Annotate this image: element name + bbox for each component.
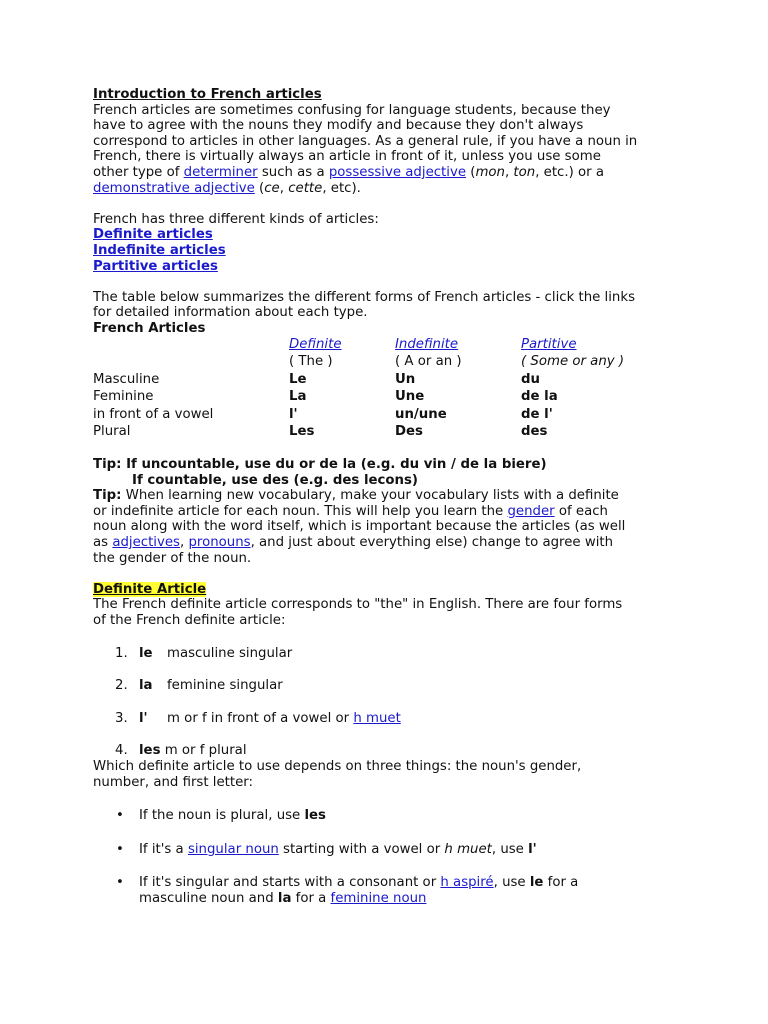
- table-title: French Articles: [93, 320, 206, 336]
- text: for a: [291, 890, 331, 906]
- list-item: [93, 711, 693, 727]
- definite-article-heading: Definite Article: [93, 581, 207, 597]
- spacer: [93, 274, 693, 290]
- kinds-heading: French has three different kinds of articles:: [93, 211, 379, 227]
- summary-line: The table below summarizes the different forms of French articles - click the links: [93, 289, 635, 305]
- tip-paragraph-line: noun along with the word itself, which is important because the articles (as well: [93, 519, 626, 535]
- article-form: la: [139, 678, 153, 694]
- partitive-header-link[interactable]: Partitive: [521, 336, 577, 352]
- text: , etc).: [322, 180, 361, 196]
- intro-paragraph-line: [93, 181, 693, 197]
- article-description: m or f in front of a vowel or: [167, 710, 354, 726]
- definite-paragraph-line: of the French definite article:: [93, 613, 286, 629]
- table-corner: [93, 337, 289, 355]
- tip-paragraph-line: the gender of the noun.: [93, 550, 252, 566]
- adjectives-link[interactable]: adjectives: [112, 535, 180, 551]
- article-description: m or f plural: [160, 743, 247, 759]
- indefinite-header-link[interactable]: Indefinite: [395, 336, 459, 352]
- article-form: le: [139, 645, 153, 661]
- text: mon: [475, 164, 505, 180]
- intro-title: Introduction to French articles: [93, 87, 322, 102]
- list-item: [93, 743, 693, 759]
- determiner-link[interactable]: determiner: [183, 164, 258, 180]
- text: If the noun is plural, use: [139, 808, 305, 824]
- text: l': [528, 841, 537, 857]
- table-cell: Une: [395, 389, 425, 404]
- definite-paragraph-line: The French definite article corresponds to "the" in English. There are four forms: [93, 597, 623, 613]
- spacer: [93, 196, 693, 212]
- tip-label: Tip:: [93, 488, 122, 504]
- text: for a: [543, 875, 579, 891]
- table-cell: des: [521, 424, 548, 439]
- text: la: [277, 890, 292, 906]
- article-form: les: [139, 743, 161, 759]
- text: If it's singular and starts with a consonant or: [139, 875, 441, 891]
- table-subheader: ( A or an ): [395, 354, 462, 369]
- spacer: [93, 566, 693, 582]
- text: (: [466, 164, 476, 180]
- intro-paragraph-line: have to agree with the nouns they modify and because they don't always: [93, 118, 584, 134]
- text: ,: [179, 535, 189, 551]
- text: (: [254, 180, 265, 196]
- text: of each: [554, 503, 608, 519]
- row-label: Masculine: [93, 371, 160, 387]
- text: les: [304, 808, 326, 824]
- definite-header-link[interactable]: Definite: [289, 336, 342, 352]
- list-number: 4.: [115, 743, 128, 759]
- intro-paragraph-line: correspond to articles in other languages. As a general rule, if you have a noun in: [93, 133, 638, 149]
- intro-paragraph-line: [93, 165, 693, 181]
- text: h muet: [444, 841, 492, 857]
- text: such as a: [257, 164, 329, 180]
- table-subheader: ( The ): [289, 354, 333, 369]
- intro-paragraph-line: French articles are sometimes confusing for language students, because they: [93, 102, 611, 118]
- text: le: [529, 875, 544, 891]
- list-item: [93, 842, 693, 858]
- table-cell: de la: [521, 389, 558, 404]
- spacer: [93, 442, 693, 458]
- list-number: 2.: [115, 678, 128, 694]
- table-cell: Les: [289, 424, 315, 439]
- table-cell: de l': [521, 406, 553, 422]
- list-number: 3.: [115, 710, 128, 726]
- table-subheader-row: [93, 354, 681, 372]
- text: other type of: [93, 164, 184, 180]
- list-item: [93, 875, 693, 906]
- definite-articles-link[interactable]: Definite articles: [93, 227, 213, 243]
- table-cell: Des: [395, 424, 423, 439]
- demonstrative-adjective-link[interactable]: demonstrative adjective: [93, 180, 255, 196]
- row-label: Plural: [93, 424, 131, 439]
- indefinite-articles-link[interactable]: Indefinite articles: [93, 242, 226, 258]
- text: as: [93, 535, 113, 551]
- tip-paragraph-line: [93, 504, 693, 520]
- pronouns-link[interactable]: pronouns: [188, 535, 251, 551]
- bullet: •: [116, 841, 124, 857]
- text: , etc.) or a: [535, 164, 604, 180]
- list-item: [93, 646, 693, 662]
- table-header-row: [93, 337, 681, 355]
- text: When learning new vocabulary, make your vocabulary lists with a definite: [121, 488, 619, 504]
- text: starting with a vowel or: [278, 841, 445, 857]
- text: ton: [513, 164, 536, 180]
- document-page: [93, 87, 693, 907]
- table-row: [93, 407, 681, 425]
- rules-list: [93, 808, 693, 906]
- text: or indefinite article for each noun. This will help you learn the: [93, 503, 508, 519]
- text: ce: [264, 180, 280, 196]
- singular-noun-link[interactable]: singular noun: [187, 841, 279, 857]
- row-label: Feminine: [93, 389, 154, 404]
- table-cell: un/une: [395, 406, 447, 422]
- table-row: [93, 389, 681, 407]
- possessive-adjective-link[interactable]: possessive adjective: [328, 164, 467, 180]
- list-item: [93, 808, 693, 824]
- which-line: number, and first letter:: [93, 774, 253, 790]
- article-form: l': [139, 710, 148, 726]
- summary-line: for detailed information about each type.: [93, 305, 368, 321]
- table-subheader: ( Some or any ): [521, 354, 625, 369]
- table-cell: La: [289, 389, 307, 404]
- h-aspire-link[interactable]: h aspiré: [440, 875, 494, 891]
- h-muet-link[interactable]: h muet: [353, 710, 401, 726]
- article-description: masculine singular: [167, 645, 293, 661]
- tip-paragraph-line: [93, 535, 693, 551]
- list-item: [93, 678, 693, 694]
- text: , and just about everything else) change to agree with: [250, 535, 614, 551]
- text: , use: [491, 841, 529, 857]
- table-row: [93, 424, 681, 442]
- definite-forms-list: [93, 646, 693, 759]
- tip-uncountable: Tip: If uncountable, use du or de la (e.g. du vin / de la biere): [93, 457, 547, 473]
- table-cell: Le: [289, 371, 307, 387]
- text: cette: [288, 180, 323, 196]
- table-cell: du: [521, 371, 540, 387]
- text: ,: [279, 180, 289, 196]
- gender-link[interactable]: gender: [507, 503, 555, 519]
- text: , use: [493, 875, 530, 891]
- intro-paragraph-line: French, there is virtually always an article in front of it, unless you use some: [93, 149, 601, 165]
- feminine-noun-link[interactable]: feminine noun: [330, 890, 427, 906]
- table-cell: Un: [395, 371, 416, 387]
- list-number: 1.: [115, 645, 128, 661]
- bullet: •: [116, 808, 124, 824]
- article-description: feminine singular: [167, 678, 283, 694]
- articles-table: [93, 337, 681, 442]
- tip-paragraph-line: [93, 488, 693, 504]
- definite-heading-line: [93, 582, 693, 598]
- text: ,: [504, 164, 514, 180]
- text: masculine noun and: [139, 890, 278, 906]
- table-cell: l': [289, 406, 298, 422]
- partitive-articles-link[interactable]: Partitive articles: [93, 258, 218, 274]
- tip-countable: If countable, use des (e.g. des lecons): [132, 472, 418, 488]
- row-label: in front of a vowel: [93, 406, 214, 422]
- text: If it's a: [139, 841, 188, 857]
- bullet: •: [116, 875, 124, 891]
- which-line: Which definite article to use depends on three things: the noun's gender,: [93, 759, 582, 774]
- table-row: [93, 372, 681, 390]
